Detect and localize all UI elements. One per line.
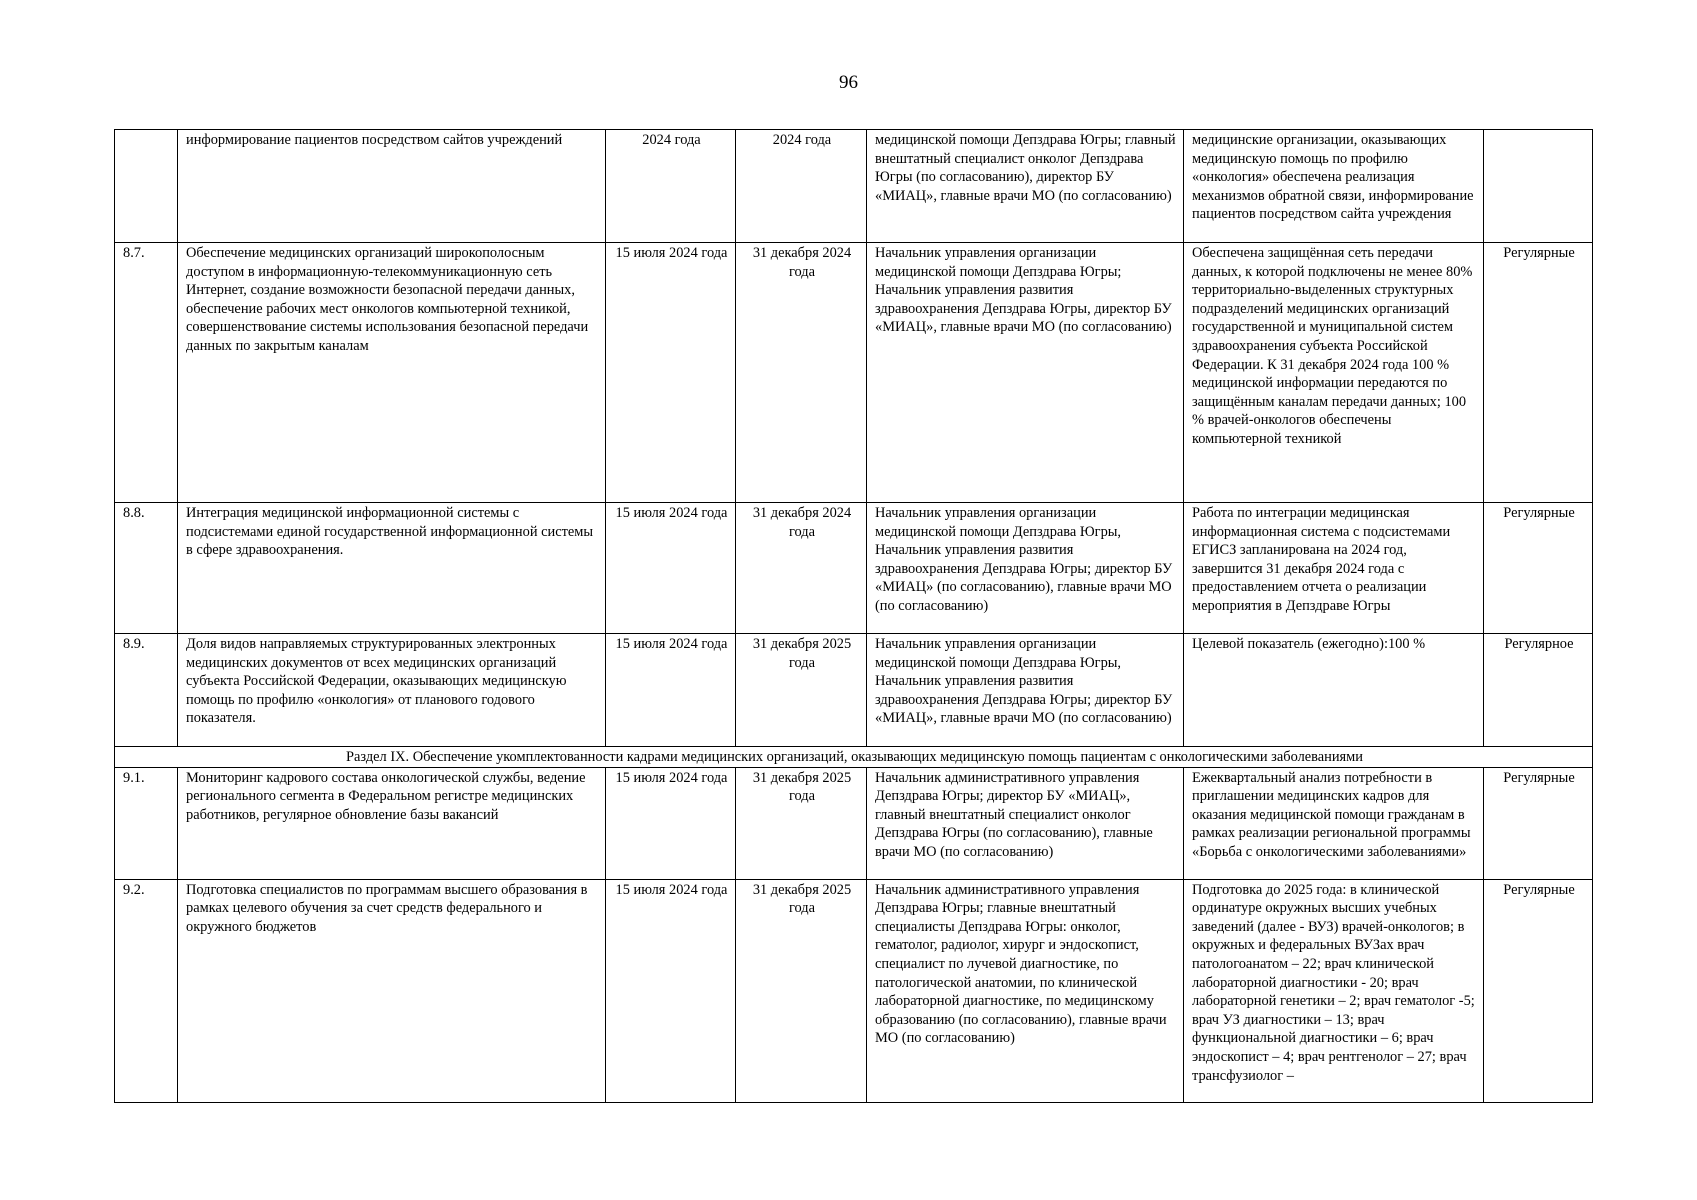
- section-title: Раздел IX. Обеспечение укомплектованности кадрами медицинских организаций, оказывающих медицинскую помощь пациентам с онкологическими заболеваниями: [115, 747, 1593, 768]
- responsible-cell: Начальник административного управления Депздрава Югры; директор БУ «МИАЦ», главный внештатный специалист онколог Депздрава Югры (по согласованию), главные врачи МО (по согласованию): [867, 767, 1184, 879]
- end-date-cell: 31 декабря 2025 года: [736, 767, 867, 879]
- table-row: [115, 767, 1593, 879]
- start-date-cell: 2024 года: [606, 130, 736, 243]
- table-row: [115, 634, 1593, 747]
- result-cell: Работа по интеграции медицинская информационная система с подсистемами ЕГИСЗ запланирована на 2024 год, завершится 31 декабря 2024 года с предоставлением отчета о реализации мероприятия в Депздраве Югры: [1184, 503, 1484, 634]
- activity-cell: Доля видов направляемых структурированных электронных медицинских документов от всех медицинских организаций субъекта Российской Федерации, оказывающих медицинскую помощь по профилю «онкология» от планового годового показателя.: [178, 634, 606, 747]
- row-number: 8.7.: [115, 243, 178, 503]
- result-cell: медицинские организации, оказывающих медицинскую помощь по профилю «онкология» обеспечена реализация механизмов обратной связи, информирование пациентов посредством сайта учреждения: [1184, 130, 1484, 243]
- periodicity-cell: Регулярное: [1484, 634, 1593, 747]
- result-cell: Целевой показатель (ежегодно):100 %: [1184, 634, 1484, 747]
- end-date-cell: 31 декабря 2025 года: [736, 879, 867, 1102]
- periodicity-cell: Регулярные: [1484, 243, 1593, 503]
- row-number: 9.1.: [115, 767, 178, 879]
- section-row: [115, 747, 1593, 768]
- result-cell: Подготовка до 2025 года: в клинической ординатуре окружных высших учебных заведений (далее - ВУЗ) врачей-онкологов; в окружных и федеральных ВУЗах врач патологоанатом – 22; врач клинической лабораторной диагностики - 20; врач лабораторной генетики – 2; врач гематолог -5; врач УЗ диагностики – 13; врач функциональной диагностики – 6; врач эндоскопист – 4; врач рентгенолог – 27; врач трансфузиолог –: [1184, 879, 1484, 1102]
- table-row: [115, 503, 1593, 634]
- table-row: [115, 879, 1593, 1102]
- result-cell: Ежеквартальный анализ потребности в приглашении медицинских кадров для оказания медицинской помощи гражданам в рамках реализации региональной программы «Борьба с онкологическими заболеваниями»: [1184, 767, 1484, 879]
- periodicity-cell: Регулярные: [1484, 503, 1593, 634]
- start-date-cell: 15 июля 2024 года: [606, 634, 736, 747]
- activity-cell: Обеспечение медицинских организаций широкополосным доступом в информационную-телекоммуникационную сеть Интернет, создание возможности безопасной передачи данных, обеспечение рабочих мест онкологов компьютерной техникой, совершенствование системы использования безопасной передачи данных по закрытым каналам: [178, 243, 606, 503]
- row-number: 8.8.: [115, 503, 178, 634]
- periodicity-cell: Регулярные: [1484, 879, 1593, 1102]
- table-row: [115, 130, 1593, 243]
- row-number: [115, 130, 178, 243]
- periodicity-cell: Регулярные: [1484, 767, 1593, 879]
- activities-table: [114, 129, 1593, 1103]
- responsible-cell: Начальник управления организации медицинской помощи Депздрава Югры, Начальник управления развития здравоохранения Депздрава Югры; директор БУ «МИАЦ», главные врачи МО (по согласованию): [867, 634, 1184, 747]
- row-number: 9.2.: [115, 879, 178, 1102]
- row-number: 8.9.: [115, 634, 178, 747]
- end-date-cell: 2024 года: [736, 130, 867, 243]
- activity-cell: Подготовка специалистов по программам высшего образования в рамках целевого обучения за счет средств федерального и окружного бюджетов: [178, 879, 606, 1102]
- activity-cell: Мониторинг кадрового состава онкологической службы, ведение регионального сегмента в Федеральном регистре медицинских работников, регулярное обновление базы вакансий: [178, 767, 606, 879]
- start-date-cell: 15 июля 2024 года: [606, 243, 736, 503]
- activity-cell: Интеграция медицинской информационной системы с подсистемами единой государственной информационной системы в сфере здравоохранения.: [178, 503, 606, 634]
- page-number: 96: [839, 72, 858, 93]
- start-date-cell: 15 июля 2024 года: [606, 503, 736, 634]
- start-date-cell: 15 июля 2024 года: [606, 879, 736, 1102]
- responsible-cell: Начальник управления организации медицинской помощи Депздрава Югры; Начальник управления развития здравоохранения Депздрава Югры, директор БУ «МИАЦ», главные врачи МО (по согласованию): [867, 243, 1184, 503]
- end-date-cell: 31 декабря 2025 года: [736, 634, 867, 747]
- responsible-cell: медицинской помощи Депздрава Югры; главный внештатный специалист онколог Депздрава Югры (по согласованию), директор БУ «МИАЦ», главные врачи МО (по согласованию): [867, 130, 1184, 243]
- end-date-cell: 31 декабря 2024 года: [736, 503, 867, 634]
- start-date-cell: 15 июля 2024 года: [606, 767, 736, 879]
- table-row: [115, 243, 1593, 503]
- responsible-cell: Начальник управления организации медицинской помощи Депздрава Югры, Начальник управления развития здравоохранения Депздрава Югры; директор БУ «МИАЦ» (по согласованию), главные врачи МО (по согласованию): [867, 503, 1184, 634]
- activity-cell: информирование пациентов посредством сайтов учреждений: [178, 130, 606, 243]
- periodicity-cell: [1484, 130, 1593, 243]
- result-cell: Обеспечена защищённая сеть передачи данных, к которой подключены не менее 80% территориально-выделенных структурных подразделений медицинских организаций государственной и муниципальной систем здравоохранения субъекта Российской Федерации. К 31 декабря 2024 года 100 % медицинской информации передаются по защищённым каналам передачи данных; 100 % врачей-онкологов обеспечены компьютерной техникой: [1184, 243, 1484, 503]
- responsible-cell: Начальник административного управления Депздрава Югры; главные внештатный специалисты Депздрава Югры: онколог, гематолог, радиолог, хирург и эндоскопист, специалист по лучевой диагностике, по патологической анатомии, по клинической лабораторной диагностике, по медицинскому образованию (по согласованию), главные врачи МО (по согласованию): [867, 879, 1184, 1102]
- end-date-cell: 31 декабря 2024 года: [736, 243, 867, 503]
